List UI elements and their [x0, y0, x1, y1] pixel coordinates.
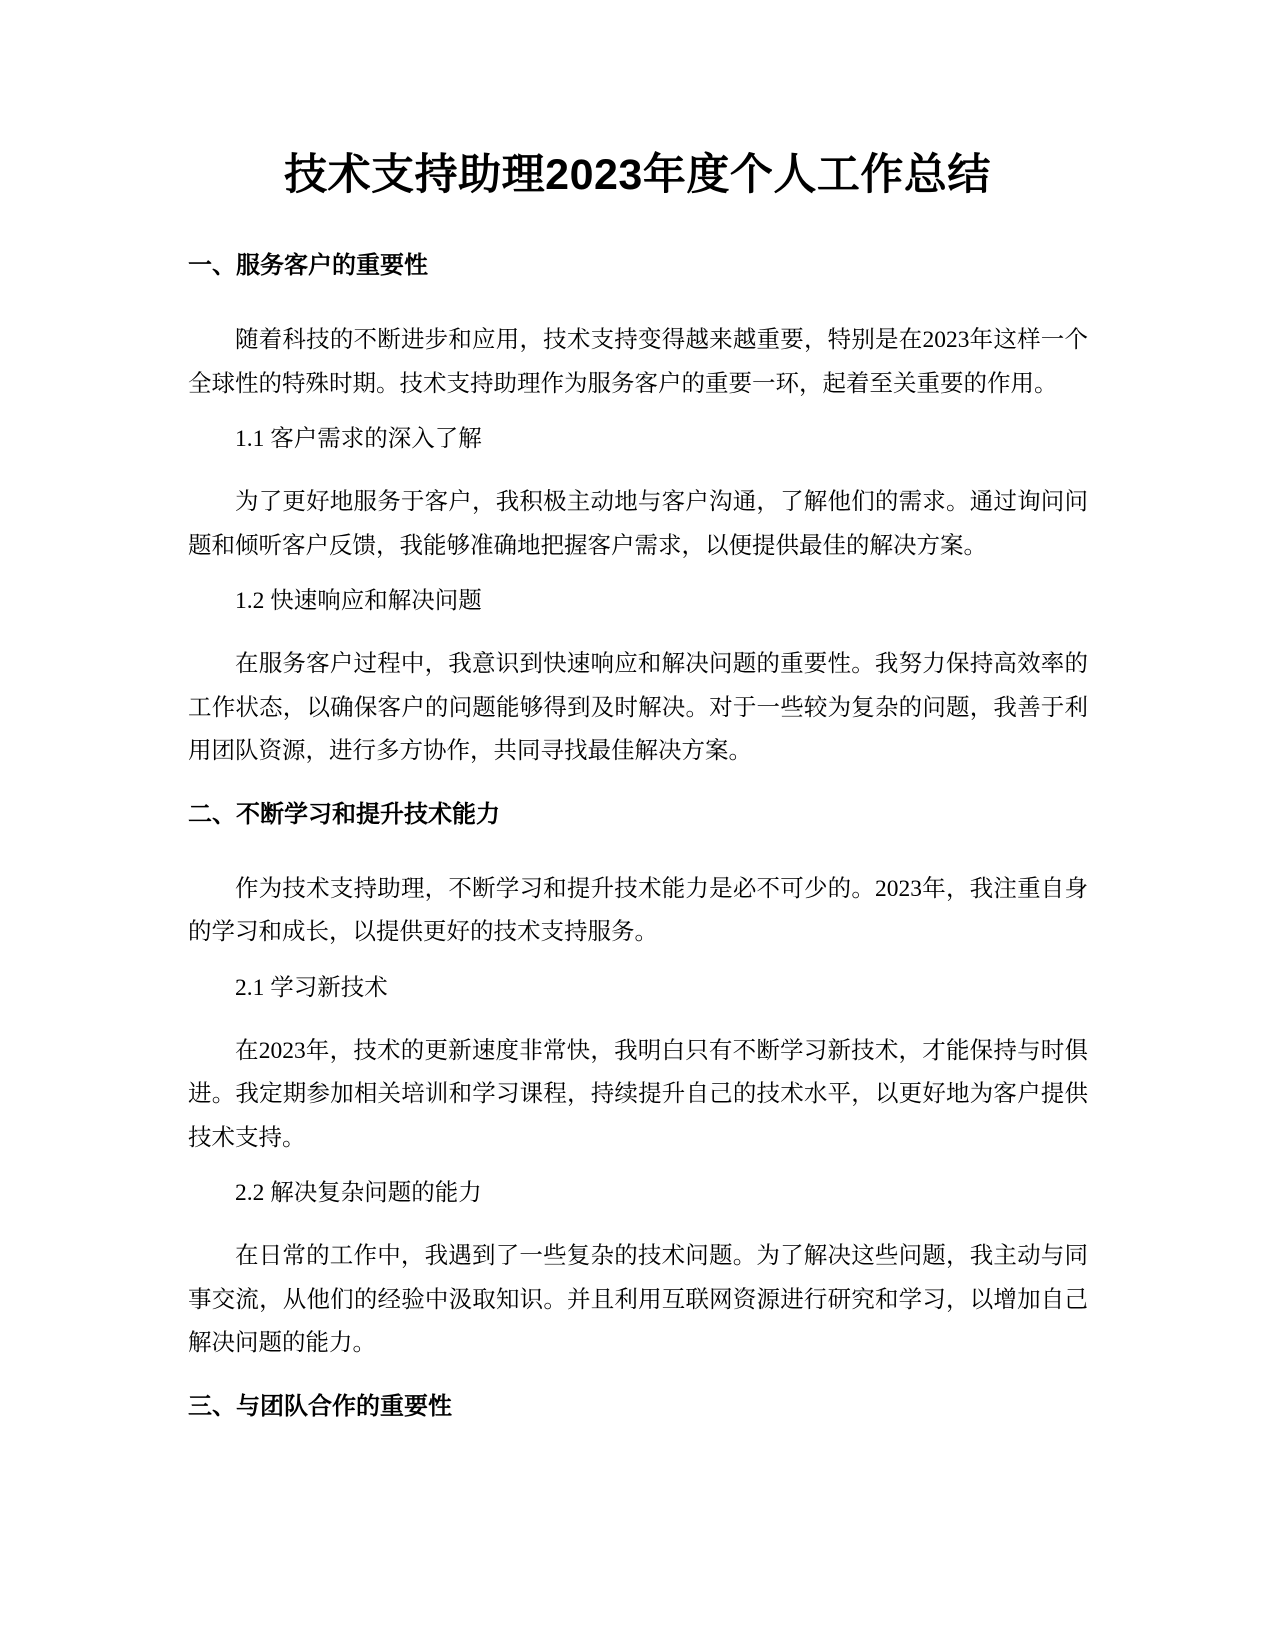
- document-title: 技术支持助理2023年度个人工作总结: [284, 151, 991, 199]
- section-heading: 一、服务客户的重要性: [188, 252, 428, 279]
- subsection-heading: 2.2 解决复杂问题的能力: [235, 1180, 482, 1206]
- document-body: [188, 249, 1088, 1424]
- section-heading: 二、不断学习和提升技术能力: [188, 800, 500, 828]
- subsection-body: 在服务客户过程中，我意识到快速响应和解决问题的重要性。我努力保持高效率的工作状态，以确保客户的问题能够得到及时解决。对于一些较为复杂的问题，我善于利用团队资源，进行多方协作，共同寻找最佳解决方案。: [188, 651, 1088, 764]
- section-intro: 随着科技的不断进步和应用，技术支持变得越来越重要，特别是在2023年这样一个全球性的特殊时期。技术支持助理作为服务客户的重要一环，起着至关重要的作用。: [188, 327, 1088, 397]
- section-intro: 作为技术支持助理，不断学习和提升技术能力是必不可少的。2023年，我注重自身的学习和成长，以提供更好的技术支持服务。: [188, 875, 1088, 945]
- section-heading: 三、与团队合作的重要性: [188, 1392, 452, 1420]
- subsection-heading: 1.2 快速响应和解决问题: [235, 588, 482, 614]
- subsection-body: 为了更好地服务于客户，我积极主动地与客户沟通，了解他们的需求。通过询问问题和倾听客户反馈，我能够准确地把握客户需求，以便提供最佳的解决方案。: [188, 489, 1088, 559]
- subsection-body: 在2023年，技术的更新速度非常快，我明白只有不断学习新技术，才能保持与时俱进。我定期参加相关培训和学习课程，持续提升自己的技术水平，以更好地为客户提供技术支持。: [188, 1037, 1088, 1151]
- subsection-heading: 2.1 学习新技术: [235, 974, 388, 1001]
- subsection-body: 在日常的工作中，我遇到了一些复杂的技术问题。为了解决这些问题，我主动与同事交流，从他们的经验中汲取知识。并且利用互联网资源进行研究和学习，以增加自己解决问题的能力。: [188, 1243, 1088, 1356]
- subsection-heading: 1.1 客户需求的深入了解: [235, 426, 482, 452]
